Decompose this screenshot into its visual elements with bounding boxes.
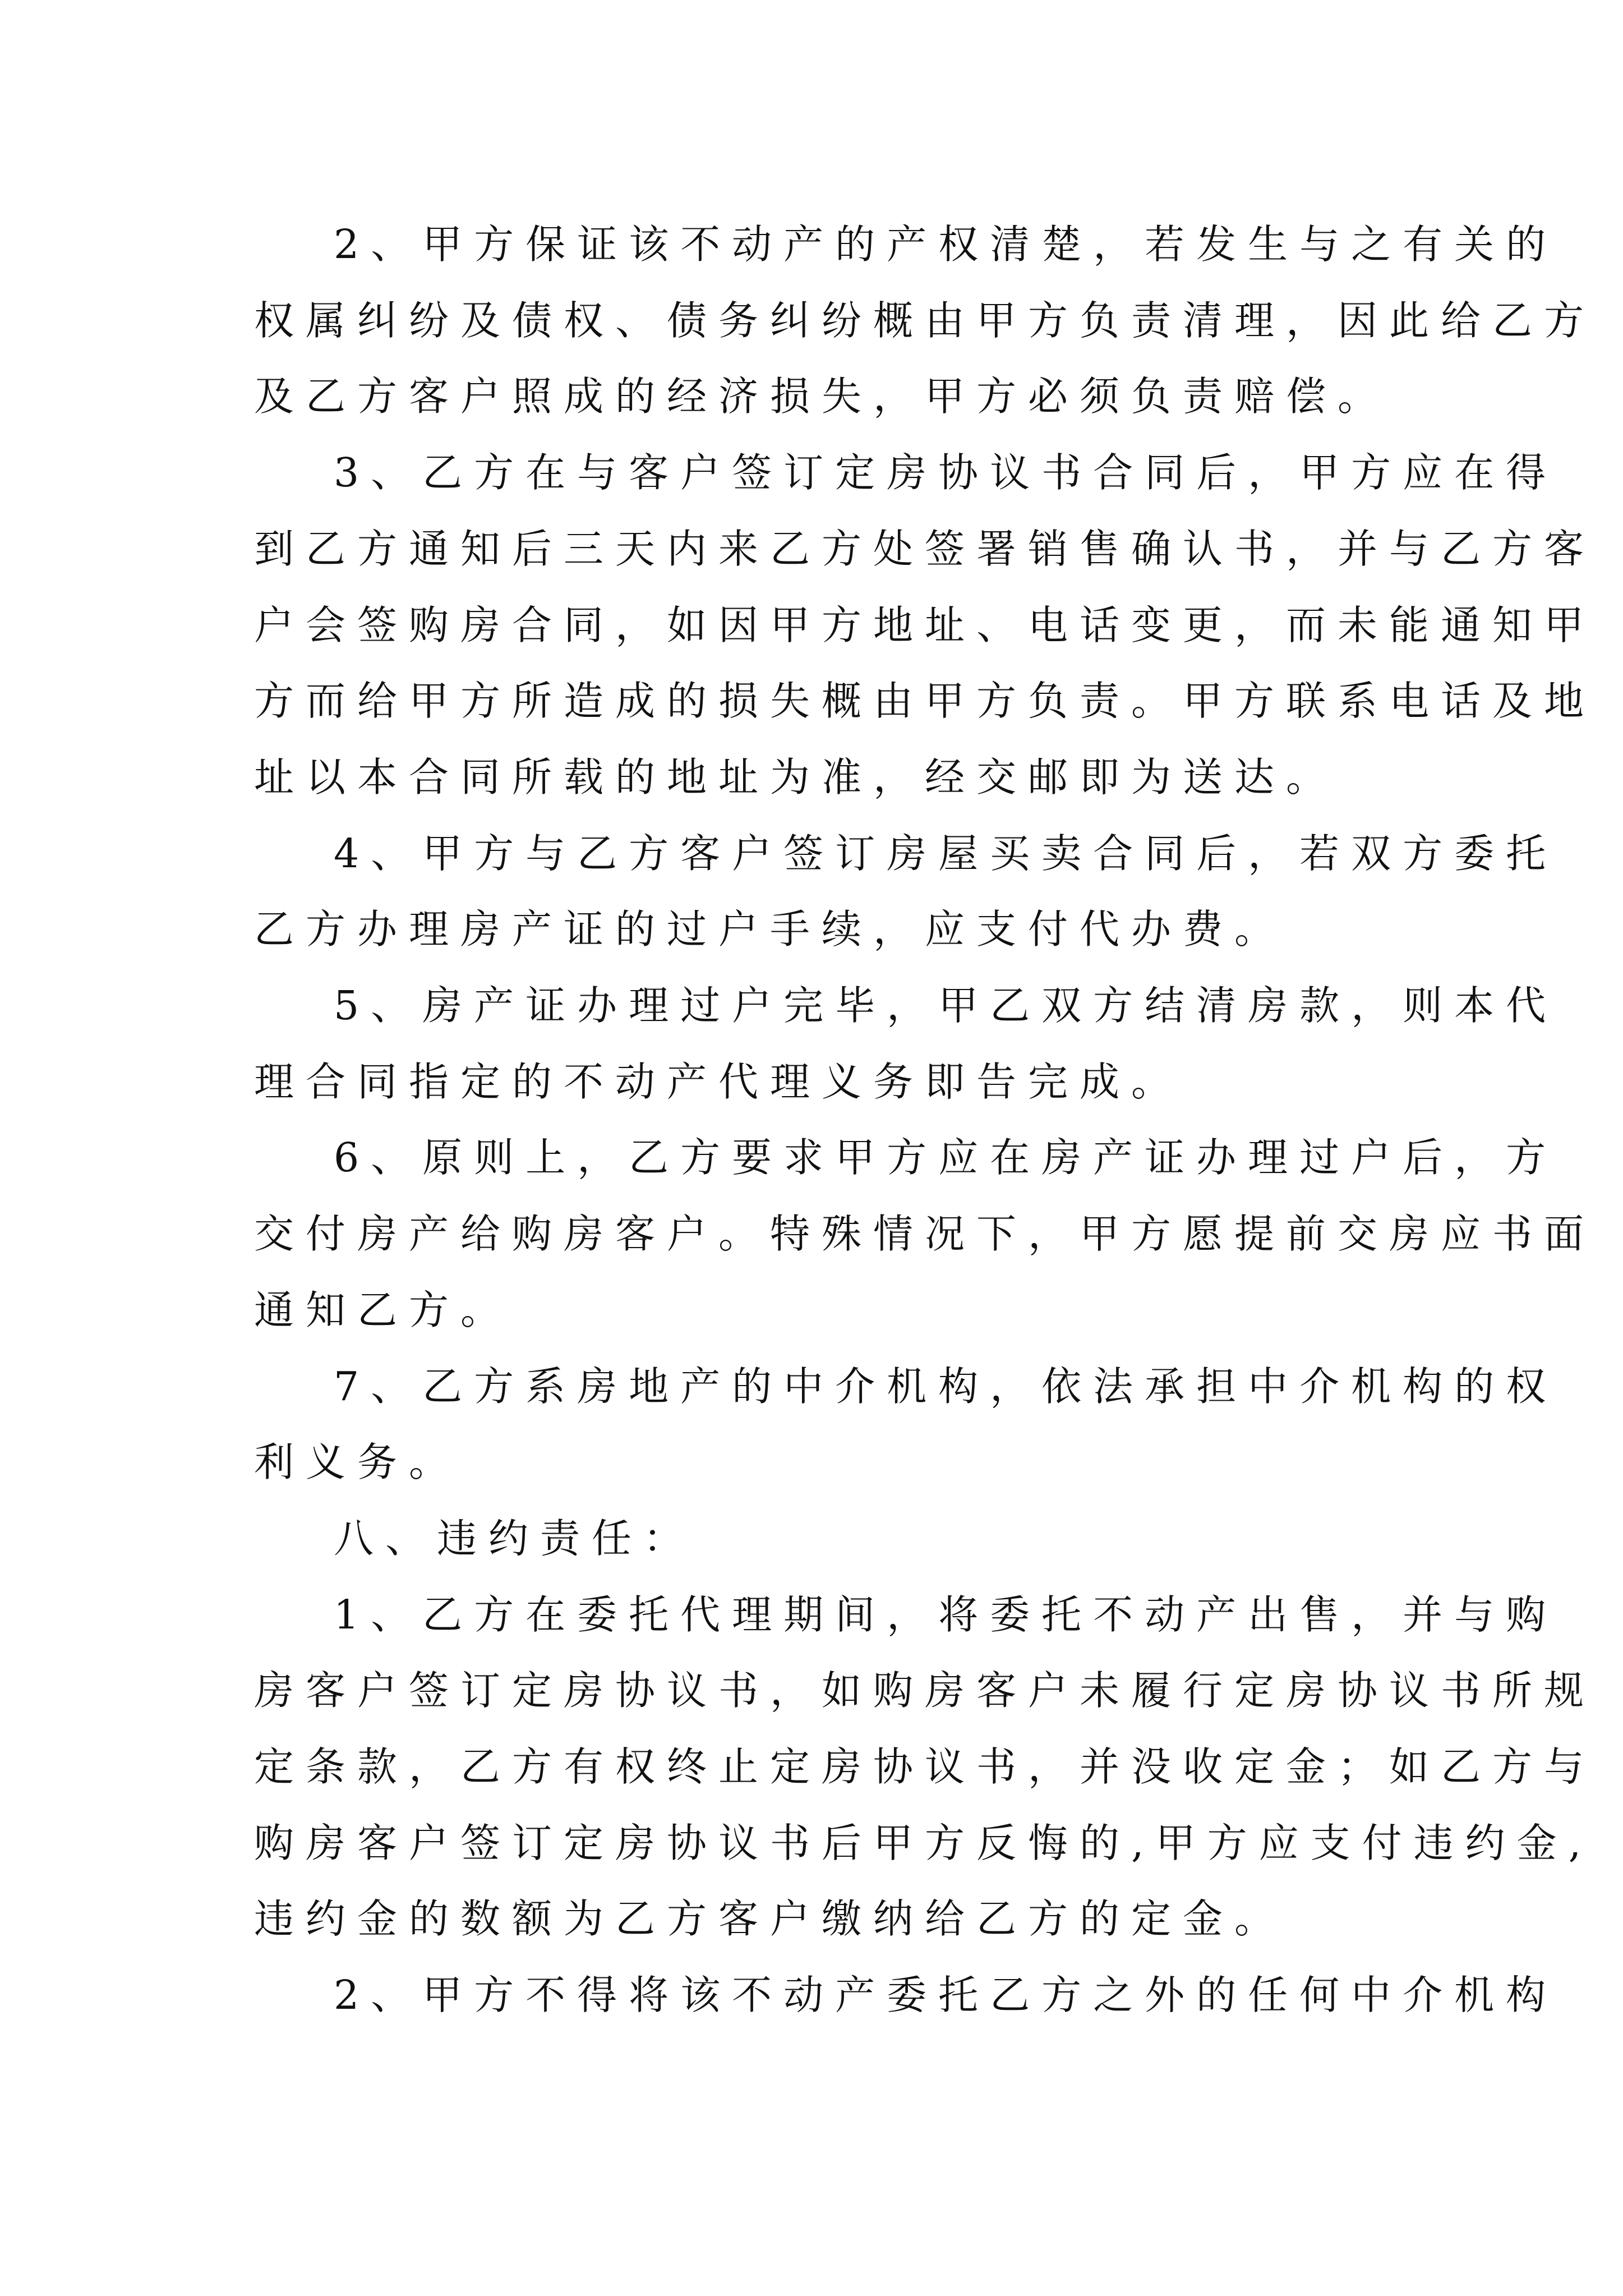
text-line: 4、甲方与乙方客户签订房屋买卖合同后，若双方委托	[334, 830, 1558, 877]
text-line: 户会签购房合同，如因甲方地址、电话变更，而未能通知甲	[254, 601, 1596, 648]
text-line: 购房客户签订定房协议书后甲方反悔的,甲方应支付违约金,	[254, 1819, 1593, 1866]
clause-3-paragraph	[254, 435, 1596, 816]
text-line: 定条款，乙方有权终止定房协议书，并没收定金；如乙方与	[254, 1743, 1596, 1791]
text-line: 违约金的数额为乙方客户缴纳给乙方的定金。	[254, 1895, 1287, 1943]
text-line: 7、乙方系房地产的中介机构，依法承担中介机构的权	[334, 1363, 1558, 1410]
text-line: 理合同指定的不动产代理义务即告完成。	[254, 1058, 1183, 1105]
text-line: 乙方办理房产证的过户手续，应支付代办费。	[254, 906, 1287, 953]
text-line: 1、乙方在委托代理期间，将委托不动产出售，并与购	[334, 1591, 1558, 1638]
text-line: 5、房产证办理过户完毕，甲乙双方结清房款，则本代	[334, 982, 1558, 1029]
text-line: 方而给甲方所造成的损失概由甲方负责。甲方联系电话及地	[254, 678, 1596, 725]
text-line: 房客户签订定房协议书，如购房客户未履行定房协议书所规	[254, 1667, 1596, 1714]
text-line: 到乙方通知后三天内来乙方处签署销售确认书，并与乙方客	[254, 525, 1596, 572]
document-body	[254, 206, 1596, 2033]
section-heading: 八、违约责任：	[334, 1515, 695, 1562]
clause-4-paragraph	[254, 816, 1558, 968]
text-line: 6、原则上，乙方要求甲方应在房产证办理过户后，方	[334, 1134, 1558, 1181]
text-line: 2、甲方不得将该不动产委托乙方之外的任何中介机构	[334, 1972, 1558, 2019]
clause-2-paragraph	[254, 206, 1596, 435]
text-line: 址以本合同所载的地址为准，经交邮即为送达。	[254, 753, 1338, 800]
clause-7-paragraph	[254, 1349, 1558, 1501]
text-line: 2、甲方保证该不动产的产权清楚，若发生与之有关的	[334, 221, 1558, 268]
clause-6-paragraph	[254, 1120, 1596, 1348]
text-line: 3、乙方在与客户签订定房协议书合同后，甲方应在得	[334, 449, 1558, 496]
breach-clause-1-paragraph	[254, 1577, 1596, 1958]
breach-clause-2-paragraph	[254, 1957, 1558, 2033]
text-line: 利义务。	[254, 1439, 461, 1486]
text-line: 交付房产给购房客户。特殊情况下，甲方愿提前交房应书面	[254, 1211, 1596, 1258]
text-line: 通知乙方。	[254, 1286, 513, 1333]
text-line: 及乙方客户照成的经济损失，甲方必须负责赔偿。	[254, 373, 1390, 420]
clause-5-paragraph	[254, 968, 1558, 1120]
text-line: 权属纠纷及债权、债务纠纷概由甲方负责清理，因此给乙方	[254, 297, 1596, 344]
